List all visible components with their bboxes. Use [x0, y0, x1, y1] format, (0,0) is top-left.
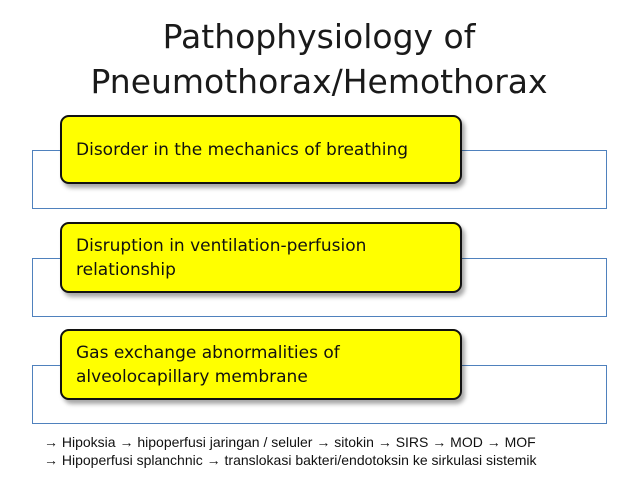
- title-line-2: Pneumothorax/Hemothorax: [90, 62, 548, 101]
- note-line-1: → Hipoksia → hipoperfusi jaringan / seluler → sitokin → SIRS → MOD → MOF: [44, 434, 536, 450]
- slide-title: [0, 14, 638, 104]
- box-gas-exchange: [60, 329, 462, 400]
- box-mechanics-of-breathing: [60, 115, 462, 184]
- box-label-1: Disorder in the mechanics of breathing: [76, 139, 409, 160]
- box-ventilation-perfusion: [60, 222, 462, 293]
- box-label-2: Disruption in ventilation-perfusion relationship: [76, 235, 367, 280]
- title-line-1: Pathophysiology of: [162, 17, 476, 56]
- footnotes: [44, 433, 634, 469]
- box-label-3: Gas exchange abnormalities of alveolocapillary membrane: [76, 342, 340, 387]
- note-line-2: → Hipoperfusi splanchnic → translokasi bakteri/endotoksin ke sirkulasi sistemik: [44, 452, 537, 468]
